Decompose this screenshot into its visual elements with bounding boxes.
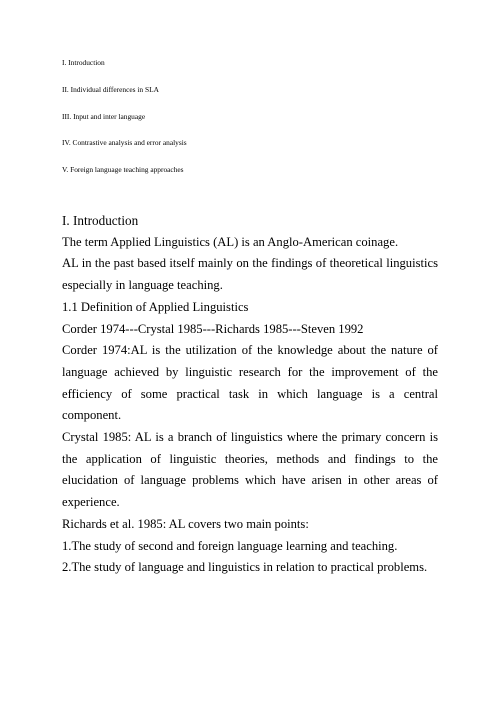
toc-item-individual-differences: II. Individual differences in SLA <box>62 84 159 94</box>
paragraph-corder-definition: Corder 1974:AL is the utilization of the knowledge about the nature of language achieved by linguistic research for the improvement of the efficiency of some practical task in which language is a central component. <box>62 343 438 423</box>
document-body <box>62 210 438 579</box>
paragraph-crystal-definition: Crystal 1985: AL is a branch of linguistics where the primary concern is the application of linguistic theories, methods and findings to the elucidation of language problems which have arisen in other areas of experience. <box>62 430 438 510</box>
paragraph-past-basis: AL in the past based itself mainly on the findings of theoretical linguistics especially in language teaching. <box>62 256 438 293</box>
toc-item-introduction: I. Introduction <box>62 58 105 67</box>
list-item-point-2: 2.The study of language and linguistics in relation to practical problems. <box>62 560 428 575</box>
subsection-heading-definition: 1.1 Definition of Applied Linguistics <box>62 299 249 314</box>
paragraph-scholars-list: Corder 1974---Crystal 1985---Richards 1985---Steven 1992 <box>62 321 364 336</box>
toc-item-contrastive-error-analysis: IV. Contrastive analysis and error analysis <box>62 138 187 148</box>
toc-item-input-interlanguage: III. Input and inter language <box>62 111 146 121</box>
list-item-point-1: 1.The study of second and foreign language learning and teaching. <box>62 538 398 553</box>
toc-item-teaching-approaches: V. Foreign language teaching approaches <box>62 165 184 175</box>
paragraph-richards-intro: Richards et al. 1985: AL covers two main points: <box>62 516 309 531</box>
paragraph-coinage: The term Applied Linguistics (AL) is an Anglo-American coinage. <box>62 234 399 249</box>
table-of-contents <box>62 58 442 192</box>
section-heading: I. Introduction <box>62 213 139 228</box>
